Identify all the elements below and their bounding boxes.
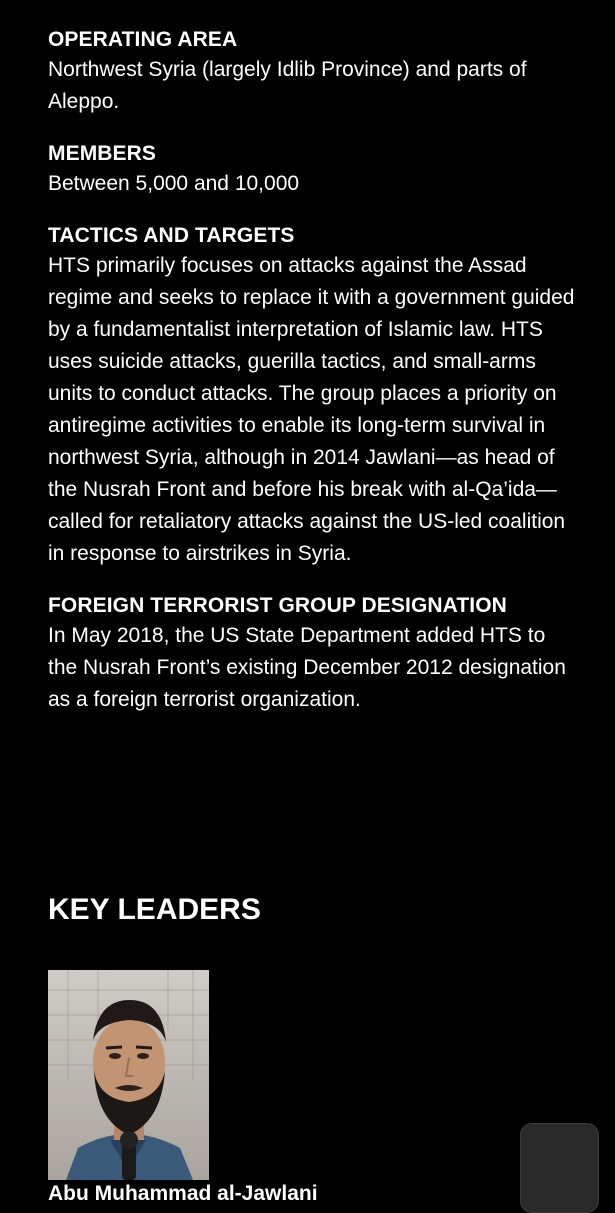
leader-portrait-icon bbox=[48, 970, 209, 1180]
section-members bbox=[48, 140, 578, 200]
section-body: HTS primarily focuses on attacks against the Assad regime and seeks to replace it with a government guided by a fundamentalist interpretation of Islamic law. HTS uses suicide attacks, guerilla tactics, and small-arms units to conduct attacks. The group places a priority on antiregime activities to enable its long-term survival in northwest Syria, although in 2014 Jawlani—as head of the Nusrah Front and before his break with al-Qa’ida—called for retaliatory attacks against the US-led coalition in response to airstrikes in Syria. bbox=[48, 254, 575, 565]
section-body: Between 5,000 and 10,000 bbox=[48, 172, 300, 195]
leader-portrait-image[interactable] bbox=[48, 970, 209, 1180]
section-title: TACTICS AND TARGETS bbox=[48, 224, 295, 247]
leader-name[interactable]: Abu Muhammad al-Jawlani bbox=[48, 1182, 318, 1205]
key-leaders-heading: KEY LEADERS bbox=[48, 893, 261, 926]
section-designation bbox=[48, 592, 578, 716]
section-tactics-and-targets bbox=[48, 222, 578, 570]
section-operating-area bbox=[48, 26, 578, 118]
section-title: MEMBERS bbox=[48, 142, 157, 165]
section-title: OPERATING AREA bbox=[48, 28, 238, 51]
profile-content bbox=[48, 26, 578, 738]
section-title: FOREIGN TERRORIST GROUP DESIGNATION bbox=[48, 594, 507, 617]
section-body: In May 2018, the US State Department added HTS to the Nusrah Front’s existing December 2012 designation as a foreign terrorist organization. bbox=[48, 624, 566, 711]
section-body: Northwest Syria (largely Idlib Province) and parts of Aleppo. bbox=[48, 58, 527, 113]
